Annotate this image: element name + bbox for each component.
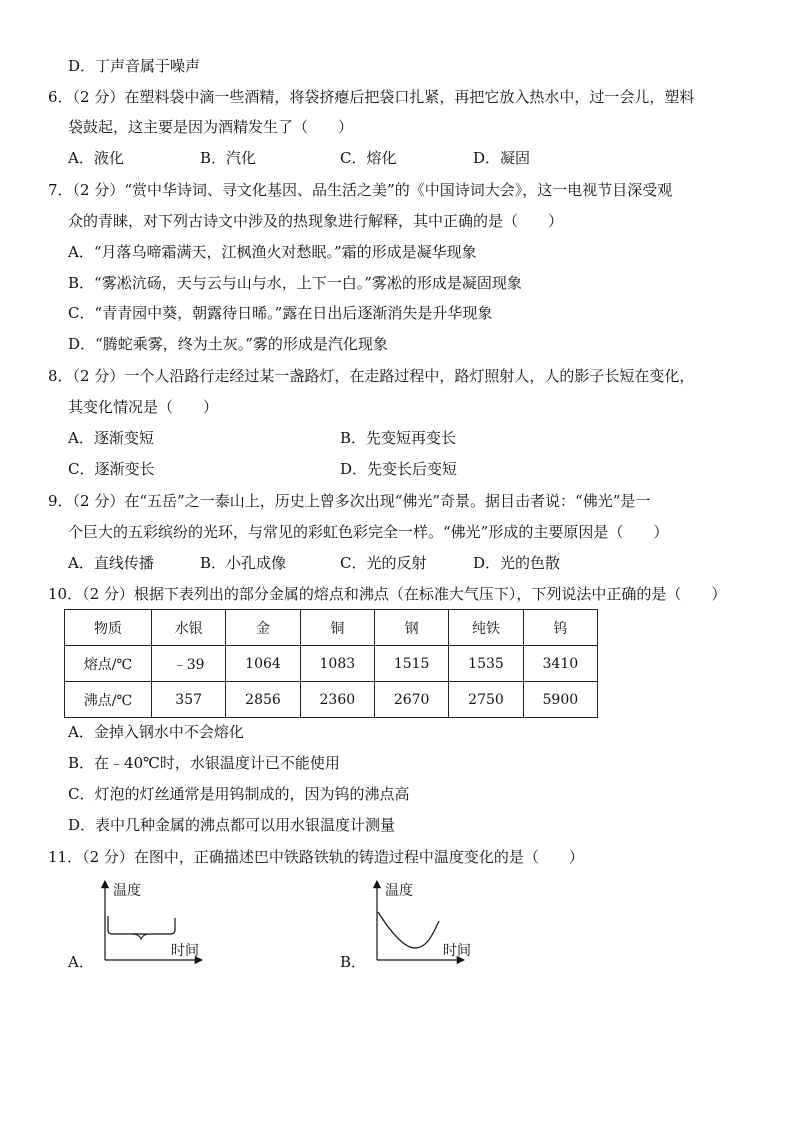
q10-option-d: D．表中几种金属的沸点都可以用水银温度计测量 — [68, 816, 396, 834]
q11-graph-b-ylabel: 温度 — [385, 883, 413, 899]
table-cell: 5900 — [523, 682, 597, 718]
q7-option-d: D．“腾蛇乘雾，终为土灰。”雾的形成是汽化现象 — [68, 335, 388, 353]
q11-option-a-label: A． — [68, 953, 94, 971]
table-row — [65, 610, 598, 646]
q10-option-a: A．金掉入钢水中不会熔化 — [68, 723, 244, 741]
table-cell: 纯铁 — [449, 610, 523, 646]
table-cell: 2856 — [226, 682, 300, 718]
table-cell: 熔点/℃ — [65, 646, 152, 682]
q6-option-d: D．凝固 — [473, 149, 531, 167]
temperature-curve — [378, 912, 439, 948]
q7-option-c: C．“青青园中葵，朝露待日晞。”露在日出后逐渐消失是升华现象 — [68, 304, 493, 322]
q6-stem-line2: 袋鼓起，这主要是因为酒精发生了（ ） — [68, 118, 354, 136]
q11-stem: 11．（2 分）在图中，正确描述巴中铁路铁轨的铸造过程中温度变化的是（ ） — [48, 848, 584, 866]
q9-stem-line2: 个巨大的五彩缤纷的光环，与常见的彩虹色彩完全一样。“佛光”形成的主要原因是（ ） — [68, 523, 669, 541]
metal-properties-table — [64, 609, 598, 718]
q9-option-c: C．光的反射 — [340, 554, 427, 572]
q9-option-b: B．小孔成像 — [200, 554, 287, 572]
table-cell: 钨 — [523, 610, 597, 646]
q5-option-d: D．丁声音属于噪声 — [68, 57, 201, 75]
table-cell: ﹣39 — [152, 646, 226, 682]
table-cell: 1083 — [300, 646, 374, 682]
table-row — [65, 682, 598, 718]
table-cell: 1535 — [449, 646, 523, 682]
q6-stem-line1: 6．（2 分）在塑料袋中滴一些酒精，将袋挤瘪后把袋口扎紧，再把它放入热水中，过一会儿，塑料 — [48, 88, 695, 106]
table-cell: 沸点/℃ — [65, 682, 152, 718]
table-cell: 1064 — [226, 646, 300, 682]
q9-option-d: D．光的色散 — [473, 554, 561, 572]
brace-mark — [132, 934, 150, 939]
q11-graph-b-xlabel: 时间 — [443, 943, 471, 959]
q10-option-b: B．在﹣40℃时，水银温度计已不能使用 — [68, 754, 340, 772]
q8-stem-line1: 8．（2 分）一个人沿路行走经过某一盏路灯，在走路过程中，路灯照射人，人的影子长短在变化， — [48, 367, 695, 385]
table-cell: 金 — [226, 610, 300, 646]
q7-option-a: A．“月落乌啼霜满天，江枫渔火对愁眠。”霜的形成是凝华现象 — [68, 243, 477, 261]
q6-option-b: B．汽化 — [200, 149, 257, 167]
table-cell: 2670 — [374, 682, 448, 718]
table-cell: 水银 — [152, 610, 226, 646]
table-cell: 铜 — [300, 610, 374, 646]
q8-option-d: D．先变长后变短 — [340, 460, 458, 478]
q10-option-c: C．灯泡的灯丝通常是用钨制成的，因为钨的沸点高 — [68, 785, 410, 803]
table-cell: 3410 — [523, 646, 597, 682]
q11-option-b-label: B． — [340, 953, 367, 971]
q11-graph-a-xlabel: 时间 — [171, 943, 199, 959]
q7-option-b: B．“雾凇沆砀，天与云与山与水，上下一白。”雾凇的形成是凝固现象 — [68, 274, 522, 292]
table-cell: 2360 — [300, 682, 374, 718]
q7-stem-line2: 众的青睐，对下列古诗文中涉及的热现象进行解释，其中正确的是（ ） — [68, 212, 564, 230]
table-cell: 357 — [152, 682, 226, 718]
q11-graph-a-ylabel: 温度 — [113, 883, 141, 899]
q6-option-c: C．熔化 — [340, 149, 397, 167]
table-cell: 钢 — [374, 610, 448, 646]
q9-option-a: A．直线传播 — [68, 554, 154, 572]
q8-stem-line2: 其变化情况是（ ） — [68, 398, 219, 416]
q8-option-b: B．先变短再变长 — [340, 429, 457, 447]
q8-option-c: C．逐渐变长 — [68, 460, 155, 478]
q8-option-a: A．逐渐变短 — [68, 429, 154, 447]
table-row — [65, 646, 598, 682]
table-cell: 2750 — [449, 682, 523, 718]
q9-stem-line1: 9．（2 分）在“五岳”之一泰山上，历史上曾多次出现“佛光”奇景。据目击者说：“佛光”是一 — [48, 492, 651, 510]
q10-stem: 10．（2 分）根据下表列出的部分金属的熔点和沸点（在标准大气压下），下列说法中正确的是（ ） — [48, 585, 727, 603]
table-cell: 1515 — [374, 646, 448, 682]
temperature-curve — [108, 916, 175, 934]
q7-stem-line1: 7．（2 分）“赏中华诗词、寻文化基因、品生活之美”的《中国诗词大会》，这一电视节目深受观 — [48, 181, 673, 199]
q6-option-a: A．液化 — [68, 149, 124, 167]
table-cell: 物质 — [65, 610, 152, 646]
